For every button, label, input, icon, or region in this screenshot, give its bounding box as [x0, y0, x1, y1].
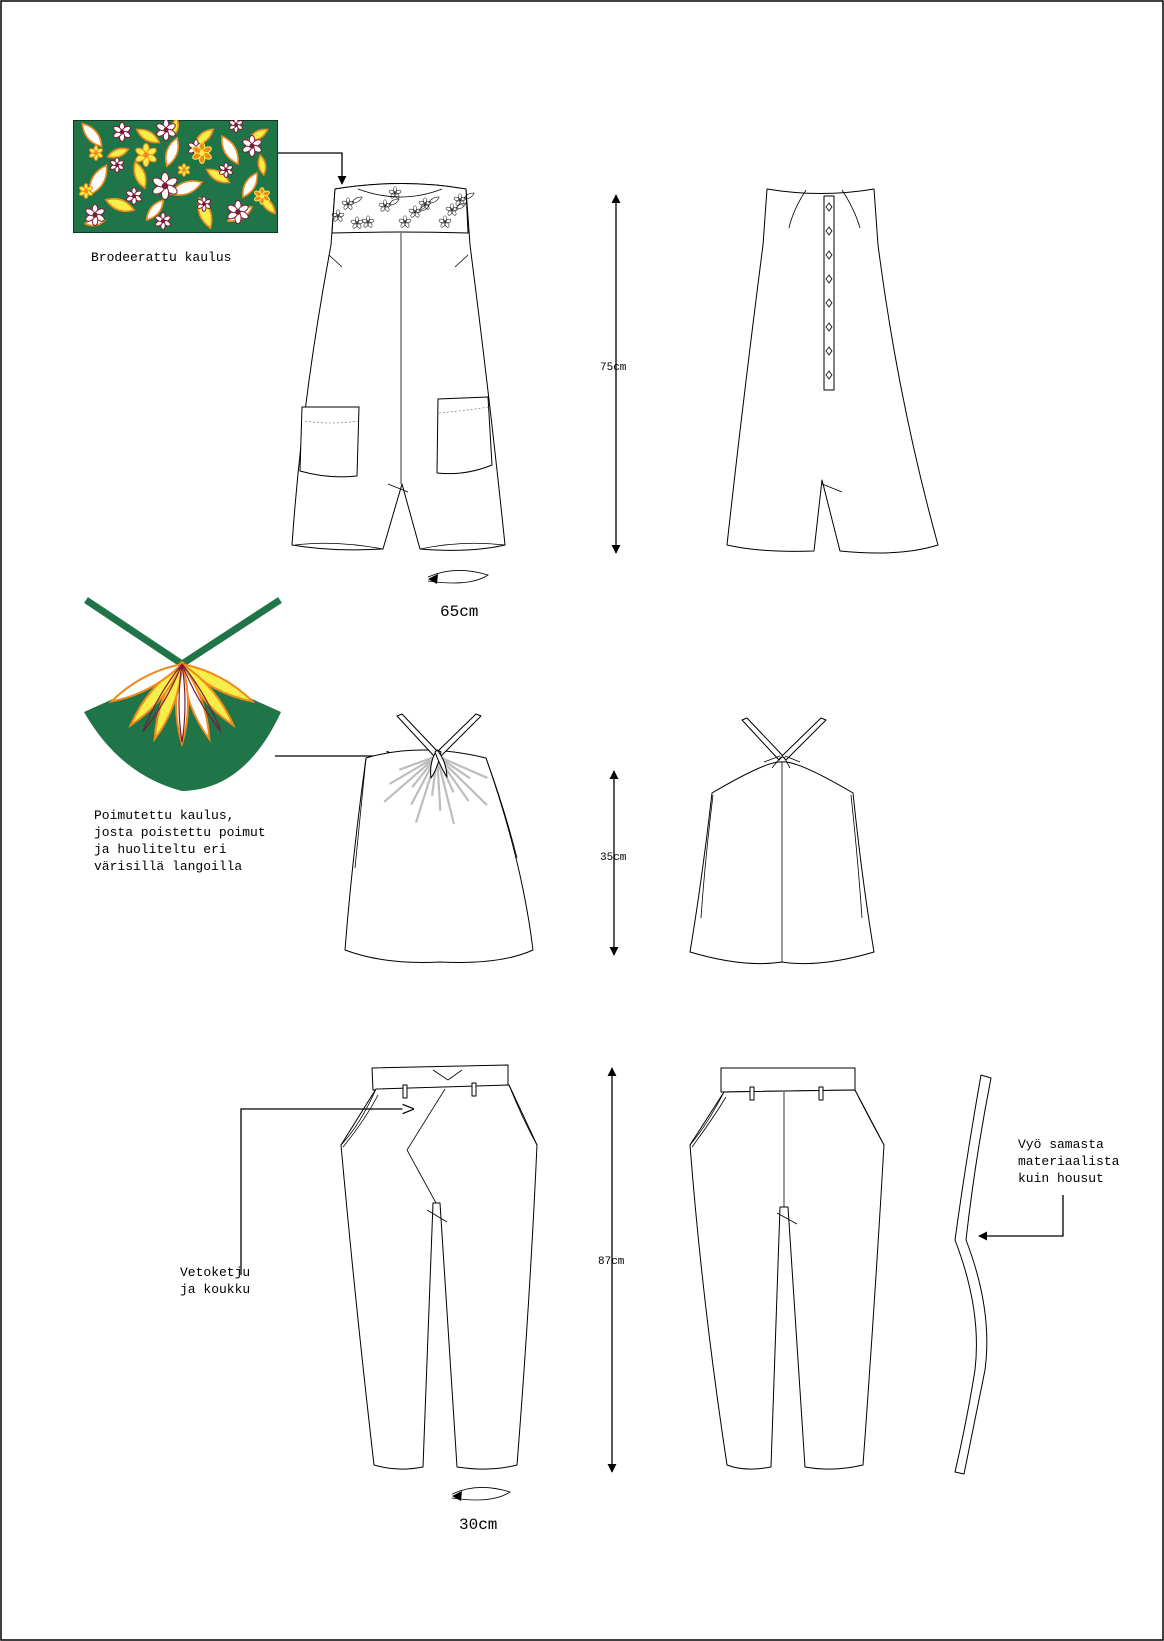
belt — [955, 1075, 991, 1474]
gathered-collar-label: Poimutettu kaulus, — [94, 808, 235, 823]
jumpsuit-width-icon — [428, 570, 488, 584]
top-length-label: 35cm — [600, 852, 627, 864]
trousers-back — [690, 1068, 884, 1469]
embroidery-swatch — [73, 118, 278, 233]
top-front — [345, 714, 533, 963]
jumpsuit-back — [727, 189, 938, 553]
trousers-hem-label: 30cm — [459, 1516, 498, 1534]
gathered-collar-label: värisillä langoilla — [94, 859, 243, 874]
zipper-hook-label: Vetoketju — [180, 1265, 251, 1280]
jumpsuit-front — [292, 184, 505, 551]
trousers-front — [341, 1065, 537, 1469]
trousers-length-label: 87cm — [598, 1256, 625, 1268]
gathered-collar-label: ja huoliteltu eri — [94, 842, 227, 857]
embroidered-collar-label: Brodeerattu kaulus — [91, 250, 232, 265]
zipper-hook-label: ja koukku — [180, 1282, 251, 1297]
belt-pointer-arrow — [979, 1195, 1063, 1236]
trousers-hem-icon — [452, 1487, 510, 1501]
belt-note-label: Vyö samasta — [1018, 1137, 1104, 1152]
top-back — [690, 718, 874, 964]
jumpsuit-width-label: 65cm — [440, 603, 479, 621]
gathered-collar-label: josta poistettu poimut — [94, 825, 266, 840]
gathered-collar-detail — [84, 600, 281, 791]
jumpsuit-length-label: 75cm — [600, 362, 627, 374]
embroidery-pointer-arrow — [278, 153, 342, 184]
belt-note-label: kuin housut — [1018, 1171, 1104, 1186]
belt-note-label: materiaalista — [1018, 1154, 1120, 1169]
